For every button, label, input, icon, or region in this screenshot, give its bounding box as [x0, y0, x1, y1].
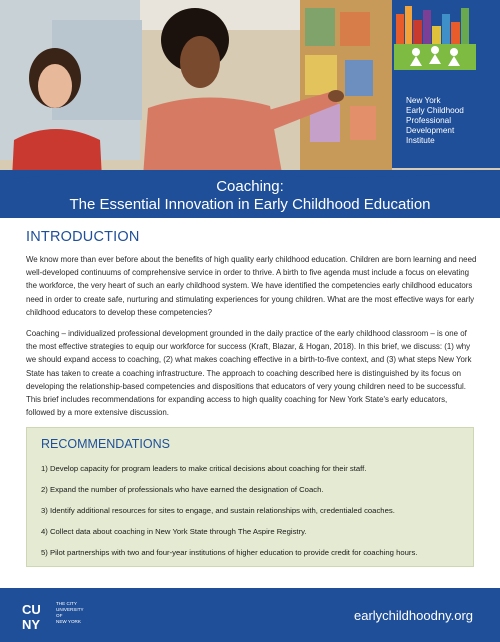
- logo-panel: [392, 0, 500, 168]
- cuny-line: THE CITY: [56, 601, 77, 606]
- introduction-heading: INTRODUCTION: [26, 229, 140, 245]
- document-title-line2: The Essential Innovation in Early Childhood Education: [69, 196, 431, 213]
- recommendation-item: 5) Pilot partnerships with two and four-year institutions of higher education to provide credit for coaching hours.: [41, 548, 418, 557]
- org-name: [406, 96, 496, 146]
- recommendation-item: 2) Expand the number of professionals who have earned the designation of Coach.: [41, 485, 324, 494]
- cuny-line: OF: [56, 613, 63, 618]
- cuny-line: NEW YORK: [56, 619, 81, 624]
- org-name-line: New York: [406, 96, 441, 105]
- recommendations-box: [26, 427, 474, 567]
- footer: [0, 588, 500, 642]
- svg-text:CU: CU: [22, 602, 41, 617]
- cuny-wordmark: [56, 601, 84, 625]
- org-name-line: Early Childhood: [406, 106, 464, 115]
- introduction-paragraph-1: We know more than ever before about the benefits of high quality early childhood education. Children are born learning and need well-developed continuums of comprehensive service in order to thrive. A birth to five agenda must include a focus on elevating the workforce, the very heart of such an early childhood system. We have identified the competencies early childhood educators need in order to create safe, nurturing and stimulating experiences for young children. What are the most effective ways for early childhood educators to develop these competencies?: [26, 255, 477, 317]
- org-name-line: Professional: [406, 116, 452, 125]
- document-title-line1: Coaching:: [216, 178, 284, 195]
- recommendation-item: 1) Develop capacity for program leaders to make critical decisions about coaching for their staff.: [41, 464, 367, 473]
- org-name-line: Institute: [406, 136, 435, 145]
- website-link[interactable]: earlychildhoodny.org: [354, 608, 473, 623]
- svg-text:NY: NY: [22, 617, 41, 632]
- introduction-paragraph-2: Coaching – individualized professional development grounded in the daily practice of the early childhood classroom – is one of the most effective strategies to equip our workforce for success (Kraft, Blazar, & Hogan, 2018). In this brief, we discuss: (1) why we should expand access to coaching, (2) what makes coaching effective in a birth-to-five context, and (3) what steps New York State has taken to create a coaching infrastructure. The approach to coaching described here is distinguished by its focus on developing the relationship-based competencies and dispositions that educators of very young children need to be successful. This brief includes recommendations for expanding access to high quality coaching for New York State's early educators, followed by a more extensive discussion.: [26, 329, 472, 418]
- recommendation-item: 4) Collect data about coaching in New York State through The Aspire Registry.: [41, 527, 307, 536]
- recommendation-item: 3) Identify additional resources for sites to engage, and sustain relationships with, credentialed coaches.: [41, 506, 395, 515]
- cuny-line: UNIVERSITY: [56, 607, 84, 612]
- cuny-logo-icon: [20, 600, 52, 632]
- nyecpdi-logo-icon: [392, 0, 478, 72]
- org-name-line: Development: [406, 126, 455, 135]
- recommendations-heading: RECOMMENDATIONS: [41, 437, 170, 451]
- hero-photo: [0, 0, 500, 218]
